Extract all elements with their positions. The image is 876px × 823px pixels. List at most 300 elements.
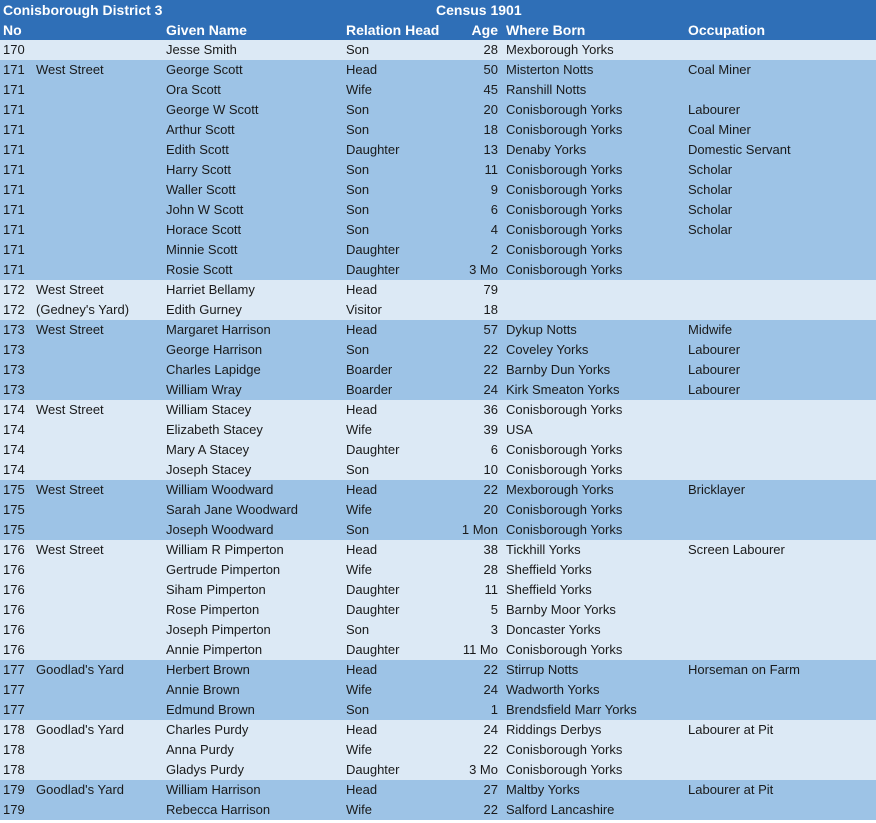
table-row: [0, 40, 876, 60]
cell-occupation: Scholar: [688, 222, 733, 237]
cell-no: 176: [3, 562, 25, 577]
cell-age: 20: [483, 502, 498, 517]
cell-no: 171: [3, 182, 25, 197]
cell-no: 171: [3, 122, 25, 137]
cell-given-name: Anna Purdy: [166, 742, 234, 757]
cell-relation: Son: [346, 222, 370, 237]
cell-relation: Head: [346, 282, 378, 297]
cell-where-born: Conisborough Yorks: [506, 642, 623, 657]
cell-occupation: [688, 620, 876, 640]
cell-age: 22: [483, 662, 498, 677]
cell-occupation: Midwife: [688, 322, 733, 337]
cell-no: 177: [3, 702, 25, 717]
cell-age: 20: [483, 102, 498, 117]
cell-address: Goodlad's Yard: [36, 662, 125, 677]
cell-occupation: Screen Labourer: [688, 542, 785, 557]
cell-where-born: Conisborough Yorks: [506, 462, 623, 477]
cell-age: 24: [483, 722, 498, 737]
table-row: [0, 720, 876, 740]
table-row: [0, 600, 876, 620]
table-row: [0, 100, 876, 120]
cell-where-born: Salford Lancashire: [506, 802, 615, 817]
cell-age: 3 Mo: [469, 762, 498, 777]
cell-no: 173: [3, 382, 25, 397]
cell-no: 174: [3, 442, 25, 457]
cell-age: 3: [490, 622, 498, 637]
cell-age: 45: [483, 82, 498, 97]
cell-no: 177: [3, 682, 25, 697]
census-title: Census 1901: [436, 2, 522, 18]
header-where-born: Where Born: [506, 22, 586, 38]
cell-address: [36, 460, 166, 480]
cell-where-born: Conisborough Yorks: [506, 102, 623, 117]
cell-address: [36, 600, 166, 620]
header-relation: Relation Head: [346, 22, 440, 38]
cell-address: [36, 180, 166, 200]
cell-no: 171: [3, 62, 25, 77]
cell-age: 28: [483, 562, 498, 577]
cell-address: [36, 80, 166, 100]
cell-occupation: [688, 300, 876, 320]
cell-address: West Street: [36, 282, 104, 297]
cell-occupation: [688, 680, 876, 700]
table-row: [0, 440, 876, 460]
cell-age: 79: [483, 282, 498, 297]
cell-address: [36, 260, 166, 280]
table-row: [0, 340, 876, 360]
table-row: [0, 380, 876, 400]
cell-no: 176: [3, 642, 25, 657]
cell-no: 176: [3, 542, 25, 557]
cell-where-born: Mexborough Yorks: [506, 482, 614, 497]
cell-where-born: Conisborough Yorks: [506, 262, 623, 277]
cell-relation: Daughter: [346, 762, 400, 777]
cell-address: [36, 560, 166, 580]
column-header-row: [0, 20, 876, 40]
cell-address: [36, 240, 166, 260]
cell-occupation: [688, 580, 876, 600]
cell-address: (Gedney's Yard): [36, 302, 130, 317]
cell-where-born: Conisborough Yorks: [506, 162, 623, 177]
table-row: [0, 760, 876, 780]
cell-occupation: Bricklayer: [688, 482, 746, 497]
cell-relation: Wife: [346, 82, 372, 97]
cell-given-name: Ora Scott: [166, 82, 221, 97]
cell-where-born: Conisborough Yorks: [506, 122, 623, 137]
cell-occupation: [688, 400, 876, 420]
cell-no: 172: [3, 282, 25, 297]
cell-no: 179: [3, 782, 25, 797]
table-row: [0, 80, 876, 100]
cell-occupation: [688, 800, 876, 820]
cell-given-name: Margaret Harrison: [166, 322, 271, 337]
table-row: [0, 560, 876, 580]
cell-where-born: Sheffield Yorks: [506, 582, 592, 597]
cell-where-born: Conisborough Yorks: [506, 762, 623, 777]
cell-no: 178: [3, 742, 25, 757]
cell-where-born: Conisborough Yorks: [506, 502, 623, 517]
title-row: [0, 0, 876, 20]
cell-where-born: USA: [506, 422, 533, 437]
cell-given-name: Mary A Stacey: [166, 442, 250, 457]
cell-relation: Daughter: [346, 242, 400, 257]
cell-occupation: [688, 600, 876, 620]
cell-where-born: Barnby Dun Yorks: [506, 362, 611, 377]
table-row: [0, 580, 876, 600]
cell-age: 3 Mo: [469, 262, 498, 277]
cell-no: 178: [3, 762, 25, 777]
cell-relation: Daughter: [346, 262, 400, 277]
cell-given-name: Annie Pimperton: [166, 642, 263, 657]
cell-address: [36, 340, 166, 360]
cell-given-name: William Wray: [166, 382, 242, 397]
cell-age: 36: [483, 402, 498, 417]
cell-age: 13: [483, 142, 498, 157]
cell-age: 1 Mon: [461, 522, 498, 537]
cell-where-born: Barnby Moor Yorks: [506, 602, 616, 617]
cell-where-born: Conisborough Yorks: [506, 402, 623, 417]
cell-occupation: Labourer: [688, 382, 741, 397]
cell-relation: Wife: [346, 562, 372, 577]
header-given-name: Given Name: [166, 22, 247, 38]
cell-occupation: Labourer: [688, 362, 741, 377]
cell-given-name: Sarah Jane Woodward: [166, 502, 299, 517]
cell-no: 174: [3, 422, 25, 437]
cell-given-name: Horace Scott: [166, 222, 242, 237]
cell-given-name: John W Scott: [166, 202, 244, 217]
cell-address: [36, 700, 166, 720]
cell-address: West Street: [36, 542, 104, 557]
table-row: [0, 260, 876, 280]
cell-relation: Son: [346, 522, 370, 537]
cell-relation: Son: [346, 122, 370, 137]
cell-age: 22: [483, 802, 498, 817]
cell-no: 175: [3, 502, 25, 517]
cell-age: 22: [483, 362, 498, 377]
cell-occupation: [688, 700, 876, 720]
cell-relation: Head: [346, 662, 378, 677]
cell-age: 11: [484, 582, 498, 597]
cell-occupation: [688, 460, 876, 480]
cell-no: 175: [3, 522, 25, 537]
cell-address: [36, 800, 166, 820]
cell-given-name: Joseph Pimperton: [166, 622, 271, 637]
table-row: [0, 200, 876, 220]
cell-address: Goodlad's Yard: [36, 722, 125, 737]
cell-relation: Son: [346, 342, 370, 357]
cell-no: 171: [3, 222, 25, 237]
cell-relation: Daughter: [346, 442, 400, 457]
cell-relation: Wife: [346, 422, 372, 437]
cell-where-born: Stirrup Notts: [506, 662, 579, 677]
table-row: [0, 680, 876, 700]
cell-age: 11 Mo: [462, 642, 498, 657]
cell-no: 175: [3, 482, 25, 497]
cell-age: 22: [483, 482, 498, 497]
cell-relation: Wife: [346, 802, 372, 817]
cell-address: [36, 640, 166, 660]
cell-where-born: Mexborough Yorks: [506, 42, 614, 57]
cell-address: [36, 220, 166, 240]
cell-relation: Wife: [346, 502, 372, 517]
table-row: [0, 240, 876, 260]
cell-age: 18: [483, 122, 498, 137]
cell-age: 11: [484, 162, 498, 177]
cell-age: 18: [483, 302, 498, 317]
table-row: [0, 520, 876, 540]
cell-where-born: Wadworth Yorks: [506, 682, 600, 697]
cell-no: 171: [3, 162, 25, 177]
cell-age: 4: [490, 222, 498, 237]
cell-age: 9: [490, 182, 498, 197]
cell-address: [36, 200, 166, 220]
cell-no: 176: [3, 602, 25, 617]
cell-address: [36, 140, 166, 160]
cell-address: [36, 380, 166, 400]
cell-age: 22: [483, 742, 498, 757]
cell-occupation: Horseman on Farm: [688, 662, 800, 677]
cell-age: 24: [483, 682, 498, 697]
cell-occupation: [688, 760, 876, 780]
cell-given-name: Annie Brown: [166, 682, 240, 697]
cell-given-name: Siham Pimperton: [166, 582, 266, 597]
table-row: [0, 620, 876, 640]
header-occupation: Occupation: [688, 22, 766, 38]
cell-relation: Visitor: [346, 302, 382, 317]
table-row: [0, 700, 876, 720]
cell-no: 171: [3, 242, 25, 257]
cell-relation: Son: [346, 202, 370, 217]
cell-occupation: [688, 280, 876, 300]
cell-occupation: [688, 420, 876, 440]
cell-no: 176: [3, 582, 25, 597]
table-row: [0, 320, 876, 340]
cell-address: [36, 40, 166, 60]
cell-relation: Daughter: [346, 602, 400, 617]
cell-occupation: Labourer: [688, 342, 741, 357]
table-row: [0, 800, 876, 820]
cell-occupation: Coal Miner: [688, 62, 751, 77]
cell-where-born: Conisborough Yorks: [506, 182, 623, 197]
cell-where-born: Maltby Yorks: [506, 782, 580, 797]
cell-address: [36, 520, 166, 540]
cell-where-born: Dykup Notts: [506, 322, 577, 337]
cell-occupation: [688, 80, 876, 100]
cell-given-name: Jesse Smith: [166, 42, 237, 57]
cell-where-born: Conisborough Yorks: [506, 242, 623, 257]
cell-relation: Daughter: [346, 142, 400, 157]
cell-relation: Daughter: [346, 642, 400, 657]
cell-given-name: Elizabeth Stacey: [166, 422, 263, 437]
cell-where-born: Denaby Yorks: [506, 142, 587, 157]
table-row: [0, 780, 876, 800]
table-row: [0, 120, 876, 140]
header-age: Age: [471, 22, 498, 38]
cell-occupation: [688, 440, 876, 460]
cell-age: 38: [483, 542, 498, 557]
cell-occupation: Domestic Servant: [688, 142, 791, 157]
table-row: [0, 460, 876, 480]
cell-given-name: Edith Gurney: [166, 302, 242, 317]
cell-where-born: Tickhill Yorks: [506, 542, 581, 557]
cell-address: [36, 160, 166, 180]
cell-given-name: William Woodward: [166, 482, 274, 497]
cell-occupation: Labourer: [688, 102, 741, 117]
cell-age: 50: [483, 62, 498, 77]
table-row: [0, 540, 876, 560]
cell-address: [36, 420, 166, 440]
cell-relation: Wife: [346, 742, 372, 757]
cell-address: [36, 620, 166, 640]
cell-given-name: Charles Lapidge: [166, 362, 261, 377]
cell-given-name: Waller Scott: [166, 182, 236, 197]
cell-where-born: Doncaster Yorks: [506, 622, 601, 637]
table-row: [0, 640, 876, 660]
cell-relation: Son: [346, 182, 370, 197]
table-row: [0, 420, 876, 440]
cell-where-born: Sheffield Yorks: [506, 562, 592, 577]
cell-address: West Street: [36, 482, 104, 497]
table-row: [0, 180, 876, 200]
cell-where-born: [502, 280, 688, 300]
cell-relation: Boarder: [346, 382, 393, 397]
cell-given-name: Joseph Stacey: [166, 462, 252, 477]
table-row: [0, 400, 876, 420]
cell-given-name: George Harrison: [166, 342, 263, 357]
cell-occupation: [688, 240, 876, 260]
cell-given-name: George W Scott: [166, 102, 259, 117]
cell-given-name: Joseph Woodward: [166, 522, 274, 537]
table-row: [0, 140, 876, 160]
cell-occupation: [688, 740, 876, 760]
cell-where-born: Brendsfield Marr Yorks: [506, 702, 637, 717]
cell-given-name: William Stacey: [166, 402, 252, 417]
cell-relation: Son: [346, 102, 370, 117]
cell-where-born: Misterton Notts: [506, 62, 594, 77]
cell-given-name: Edmund Brown: [166, 702, 255, 717]
header-no: No: [3, 22, 22, 38]
cell-no: 171: [3, 102, 25, 117]
cell-occupation: Labourer at Pit: [688, 722, 774, 737]
cell-address: [36, 120, 166, 140]
cell-no: 171: [3, 82, 25, 97]
cell-relation: Son: [346, 462, 370, 477]
cell-given-name: Harry Scott: [166, 162, 232, 177]
cell-age: 1: [490, 702, 498, 717]
cell-address: [36, 740, 166, 760]
cell-no: 178: [3, 722, 25, 737]
cell-relation: Head: [346, 482, 378, 497]
cell-relation: Head: [346, 402, 378, 417]
cell-occupation: Coal Miner: [688, 122, 751, 137]
cell-relation: Head: [346, 542, 378, 557]
cell-no: 173: [3, 322, 25, 337]
cell-no: 171: [3, 262, 25, 277]
cell-occupation: Labourer at Pit: [688, 782, 774, 797]
cell-where-born: Coveley Yorks: [506, 342, 589, 357]
cell-where-born: Conisborough Yorks: [506, 442, 623, 457]
table-row: [0, 60, 876, 80]
cell-age: 39: [483, 422, 498, 437]
cell-no: 173: [3, 342, 25, 357]
header-address: [36, 20, 166, 40]
cell-age: 28: [483, 42, 498, 57]
cell-no: 171: [3, 142, 25, 157]
cell-given-name: William Harrison: [166, 782, 261, 797]
cell-relation: Son: [346, 702, 370, 717]
cell-given-name: Minnie Scott: [166, 242, 238, 257]
cell-age: 27: [483, 782, 498, 797]
cell-occupation: [688, 500, 876, 520]
cell-occupation: Scholar: [688, 162, 733, 177]
cell-occupation: [688, 640, 876, 660]
cell-relation: Wife: [346, 682, 372, 697]
cell-relation: Head: [346, 722, 378, 737]
cell-age: 57: [483, 322, 498, 337]
cell-no: 172: [3, 302, 25, 317]
table-row: [0, 360, 876, 380]
cell-address: West Street: [36, 62, 104, 77]
cell-given-name: Rosie Scott: [166, 262, 233, 277]
cell-where-born: Conisborough Yorks: [506, 202, 623, 217]
cell-where-born: Conisborough Yorks: [506, 522, 623, 537]
cell-where-born: [502, 300, 688, 320]
cell-where-born: Ranshill Notts: [506, 82, 587, 97]
cell-age: 2: [490, 242, 498, 257]
cell-address: [36, 760, 166, 780]
cell-where-born: Kirk Smeaton Yorks: [506, 382, 620, 397]
cell-address: West Street: [36, 322, 104, 337]
cell-occupation: [688, 40, 876, 60]
cell-occupation: [688, 520, 876, 540]
cell-where-born: Conisborough Yorks: [506, 222, 623, 237]
table-row: [0, 220, 876, 240]
cell-relation: Head: [346, 62, 378, 77]
cell-where-born: Conisborough Yorks: [506, 742, 623, 757]
cell-relation: Son: [346, 42, 370, 57]
cell-given-name: Harriet Bellamy: [166, 282, 255, 297]
cell-address: [36, 580, 166, 600]
cell-given-name: Gertrude Pimperton: [166, 562, 281, 577]
cell-occupation: [688, 260, 876, 280]
cell-address: [36, 500, 166, 520]
cell-address: [36, 360, 166, 380]
cell-age: 24: [483, 382, 498, 397]
table-row: [0, 500, 876, 520]
cell-relation: Head: [346, 322, 378, 337]
cell-occupation: Scholar: [688, 182, 733, 197]
table-row: [0, 660, 876, 680]
cell-given-name: Charles Purdy: [166, 722, 249, 737]
cell-no: 176: [3, 622, 25, 637]
table-row: [0, 300, 876, 320]
cell-no: 179: [3, 802, 25, 817]
cell-age: 5: [490, 602, 498, 617]
cell-no: 174: [3, 462, 25, 477]
cell-age: 10: [483, 462, 498, 477]
cell-address: [36, 100, 166, 120]
cell-where-born: Riddings Derbys: [506, 722, 602, 737]
cell-no: 173: [3, 362, 25, 377]
cell-no: 174: [3, 402, 25, 417]
cell-address: West Street: [36, 402, 104, 417]
cell-given-name: George Scott: [166, 62, 243, 77]
cell-age: 22: [483, 342, 498, 357]
cell-address: [36, 440, 166, 460]
cell-given-name: Herbert Brown: [166, 662, 250, 677]
cell-relation: Daughter: [346, 582, 400, 597]
cell-occupation: Scholar: [688, 202, 733, 217]
